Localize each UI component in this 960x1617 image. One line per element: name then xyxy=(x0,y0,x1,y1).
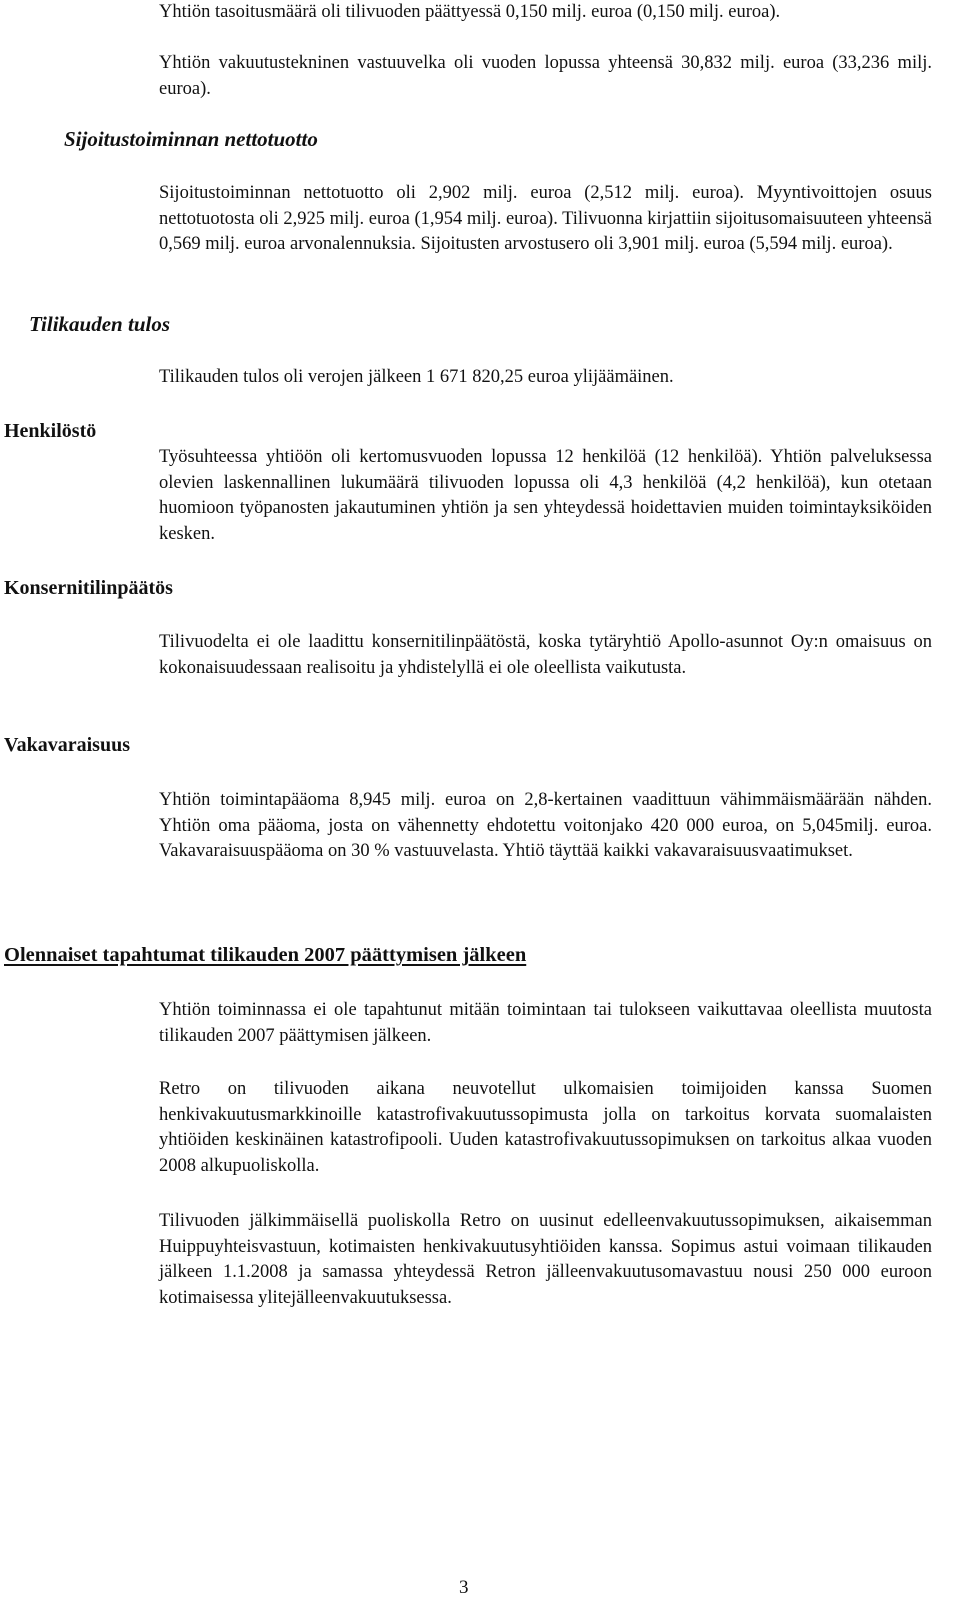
paragraph-tasoitusmaara: Yhtiön tasoitusmäärä oli tilivuoden päättyessä 0,150 milj. euroa (0,150 milj. euroa). xyxy=(159,2,781,22)
paragraph-henkilosto: Työsuhteessa yhtiöön oli kertomusvuoden lopussa 12 henkilöä (12 henkilöä). Yhtiön palveluksessa olevien laskennallinen lukumäärä tilivuoden lopussa oli 4,3 henkilöä (4,2 henkilöä), kun otetaan huomioon työpanosten jakautuminen yhtiön ja sen yhteydessä hoidettavien muiden toimintayksiköiden kesken. xyxy=(159,447,932,544)
page-number: 3 xyxy=(459,1577,469,1598)
heading-olennaiset-tapahtumat: Olennaiset tapahtumat tilikauden 2007 päättymisen jälkeen xyxy=(4,944,527,966)
paragraph-tapahtumat-1: Yhtiön toiminnassa ei ole tapahtunut mitään toimintaan tai tulokseen vaikuttavaa oleellista muutosta tilikauden 2007 päättymisen jälkeen. xyxy=(159,1000,932,1046)
heading-vakavaraisuus: Vakavaraisuus xyxy=(4,734,130,756)
heading-tilikauden-tulos: Tilikauden tulos xyxy=(29,312,171,336)
paragraph-tapahtumat-3: Tilivuoden jälkimmäisellä puoliskolla Retro on uusinut edelleenvakuutussopimuksen, aikaisemman Huippuyhteisvastuun, kotimaisten henkivakuutusyhtiöiden kanssa. Sopimus astui voimaan tilikauden jälkeen 1.1.2008 ja samassa yhteydessä Retron jälleenvakuutusomavastuu nousi 250 000 euroon kotimaisessa ylitejälleenvakuutuksessa. xyxy=(159,1211,932,1308)
paragraph-tapahtumat-2: Retro on tilivuoden aikana neuvotellut ulkomaisien toimijoiden kanssa Suomen henkivakuutusmarkkinoille katastrofivakuutussopimusta jolla on tarkoitus korvata suomalaisten yhtiöiden keskinäinen katastrofipooli. Uuden katastrofivakuutussopimuksen on tarkoitus alkaa vuoden 2008 alkupuoliskolla. xyxy=(159,1079,932,1176)
paragraph-vastuuvelka: Yhtiön vakuutustekninen vastuuvelka oli vuoden lopussa yhteensä 30,832 milj. euroa (33,236 milj. euroa). xyxy=(159,53,932,99)
paragraph-vakavaraisuus: Yhtiön toimintapääoma 8,945 milj. euroa on 2,8-kertainen vaadittuun vähimmäismäärään nähden. Yhtiön oma pääoma, josta on vähennetty ehdotettu voitonjako 420 000 euroa, on 5,045milj. euroa. Vakavaraisuuspääoma on 30 % vastuuvelasta. Yhtiö täyttää kaikki vakavaraisuusvaatimukset. xyxy=(159,790,932,861)
heading-henkilosto: Henkilöstö xyxy=(4,420,97,442)
paragraph-konsernitilinpaatos: Tilivuodelta ei ole laadittu konsernitilinpäätöstä, koska tytäryhtiö Apollo-asunnot Oy:n omaisuus on kokonaisuudessaan realisoitu ja yhdistelyllä ei ole oleellista vaikutusta. xyxy=(159,632,932,678)
paragraph-sijoitustoiminta: Sijoitustoiminnan nettotuotto oli 2,902 milj. euroa (2,512 milj. euroa). Myyntivoittojen osuus nettotuotosta oli 2,925 milj. euroa (1,954 milj. euroa). Tilivuonna kirjattiin sijoitusomaisuuteen yhteensä 0,569 milj. euroa arvonalennuksia. Sijoitusten arvostusero oli 3,901 milj. euroa (5,594 milj. euroa). xyxy=(159,183,932,254)
heading-sijoitustoiminta: Sijoitustoiminnan nettotuotto xyxy=(64,127,318,151)
paragraph-tilikauden-tulos: Tilikauden tulos oli verojen jälkeen 1 671 820,25 euroa ylijäämäinen. xyxy=(159,367,674,387)
heading-konsernitilinpaatos: Konsernitilinpäätös xyxy=(4,577,173,599)
